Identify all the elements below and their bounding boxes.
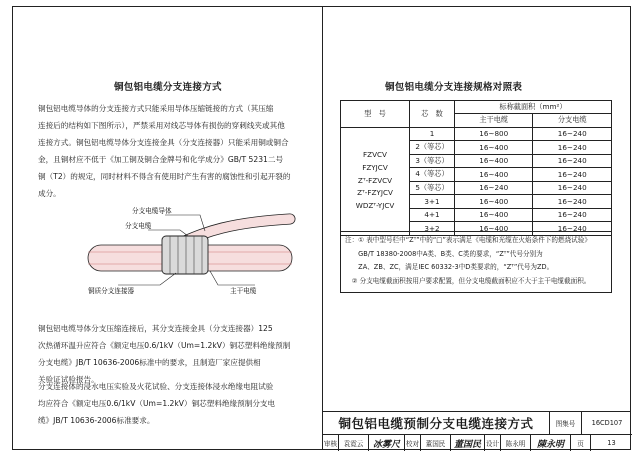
main-cell: 16~400 bbox=[455, 195, 533, 209]
main-cell: 16~800 bbox=[455, 127, 533, 141]
cores-cell: 4（等芯） bbox=[410, 168, 455, 182]
page-label: 页 bbox=[571, 435, 591, 451]
label-branch-conductor: 分支电缆导体 bbox=[132, 207, 172, 215]
main-cell: 16~400 bbox=[455, 141, 533, 155]
main-cell: 16~400 bbox=[455, 208, 533, 222]
table-row bbox=[341, 127, 612, 141]
label-main-cable: 主干电缆 bbox=[230, 287, 257, 295]
col-model-header: 型 号 bbox=[341, 101, 410, 128]
reviewer-name: 袁霓云 bbox=[339, 435, 369, 451]
right-section-title: 铜包铝电缆分支连接规格对照表 bbox=[385, 82, 523, 93]
page-number: 13 bbox=[607, 439, 616, 447]
water-immersion-paragraph: 分支连接体的浸水电压实验及火花试验、分支连接体浸水绝缘电阻试验 均应符合《额定电压0.6/1kV（Um=1.2kV）铜芯塑料绝缘预制分支电 缆》JB/T 10636-2006标准要求。 bbox=[38, 382, 276, 425]
cores-cell: 2（等芯） bbox=[410, 141, 455, 155]
checker-signature: 董国民 bbox=[451, 435, 485, 451]
model-name: Zᵀ-FZVCV bbox=[357, 175, 393, 185]
cores-cell: 4+1 bbox=[410, 208, 455, 222]
branch-cell: 16~240 bbox=[533, 168, 612, 182]
title-block bbox=[322, 411, 631, 450]
heat-cycle-paragraph: 铜包铝电缆导体分支压缩连接后，其分支连接金具（分支连接器）125 次热循环温升应符合《额定电压0.6/1kV（Um=1.2kV）铜芯塑料绝缘预制 分支电缆》JB/T 10636-2006标准中的要求，且制造厂家应提供相 关验证试验报告。 bbox=[38, 324, 291, 384]
label-branch-cable: 分支电缆 bbox=[125, 222, 152, 230]
label-copper-connector: 铜质分支连接器 bbox=[88, 287, 135, 295]
checker-name: 董国民 bbox=[421, 435, 451, 451]
model-cell bbox=[341, 127, 410, 235]
left-section-title: 铜包铝电缆分支连接方式 bbox=[114, 82, 222, 93]
branch-cell: 16~240 bbox=[533, 195, 612, 209]
cores-cell: 3+1 bbox=[410, 195, 455, 209]
reviewer-signature: 冰雾尺 bbox=[369, 435, 405, 451]
cores-cell: 3+2 bbox=[410, 222, 455, 236]
branch-connection-diagram bbox=[80, 205, 300, 300]
atlas-no-value: 16CD107 bbox=[582, 412, 632, 435]
main-cell: 16~400 bbox=[455, 168, 533, 182]
branch-cell: 16~240 bbox=[533, 222, 612, 236]
col-cores-header: 芯 数 bbox=[410, 101, 455, 128]
main-cell: 16~400 bbox=[455, 222, 533, 236]
model-name: FZYJCV bbox=[362, 162, 388, 172]
branch-cell: 16~240 bbox=[533, 208, 612, 222]
copper-connector bbox=[162, 236, 208, 274]
model-name: WDZᵀ-YJCV bbox=[355, 201, 395, 211]
col-area-header: 标称截面积（mm²） bbox=[455, 101, 612, 114]
table-notes: 注：① 表中型号栏中“Zᵀ”中的“□”表示满足《电缆和光缆在火焰条件下的燃烧试验》 GB/T 18380-2008中A类、B类、C类的要求，“Zᵀ”代号分别为 ZA、ZB、ZC，满足IEC 60332-3中D类要求的，“Zᵀ”代号为ZD。 ② 分支电缆截面积按用户要求配置，但分支电缆截面积应不大于主干电缆截面积。 bbox=[340, 231, 612, 293]
cores-cell: 3（等芯） bbox=[410, 154, 455, 168]
designer-name: 陈永明 bbox=[501, 435, 531, 451]
branch-cell: 16~240 bbox=[533, 181, 612, 195]
cores-cell: 1 bbox=[410, 127, 455, 141]
col-main-header: 主干电缆 bbox=[455, 114, 533, 128]
center-divider bbox=[322, 6, 323, 411]
connection-method-paragraph: 铜包铝电缆导体的分支连接方式只能采用导体压缩链接的方式（其压缩 连接后的结构如下图所示），严禁采用对线芯导体有损伤的穿刺线夹或其他 连接方式。铜包铝电缆导体分支连接金具（分支连接器）只能采用铜或铜合 金，且铜材应不低于《加工铜及铜合金牌号和化学成分》GB/T 5231二号 铜（T2）的规定，同时材料不得含有使用时产生有害的腐蚀性和引起开裂的 成分。 bbox=[38, 104, 291, 198]
main-cell: 16~400 bbox=[455, 154, 533, 168]
branch-cell: 16~240 bbox=[533, 154, 612, 168]
cores-cell: 5（等芯） bbox=[410, 181, 455, 195]
atlas-no-label: 图集号 bbox=[550, 412, 582, 435]
drawing-title: 铜包铝电缆预制分支电缆连接方式 bbox=[323, 412, 550, 435]
check-label: 校对 bbox=[405, 435, 421, 451]
spec-table bbox=[340, 100, 612, 236]
main-cell: 16~240 bbox=[455, 181, 533, 195]
model-name: FZVCV bbox=[363, 150, 387, 160]
branch-cell: 16~240 bbox=[533, 127, 612, 141]
design-label: 设计 bbox=[485, 435, 501, 451]
col-branch-header: 分支电缆 bbox=[533, 114, 612, 128]
model-name: Zᵀ-FZYJCV bbox=[357, 188, 393, 198]
review-label: 审核 bbox=[323, 435, 339, 451]
branch-cell: 16~240 bbox=[533, 141, 612, 155]
designer-signature: 陳永明 bbox=[531, 435, 571, 451]
